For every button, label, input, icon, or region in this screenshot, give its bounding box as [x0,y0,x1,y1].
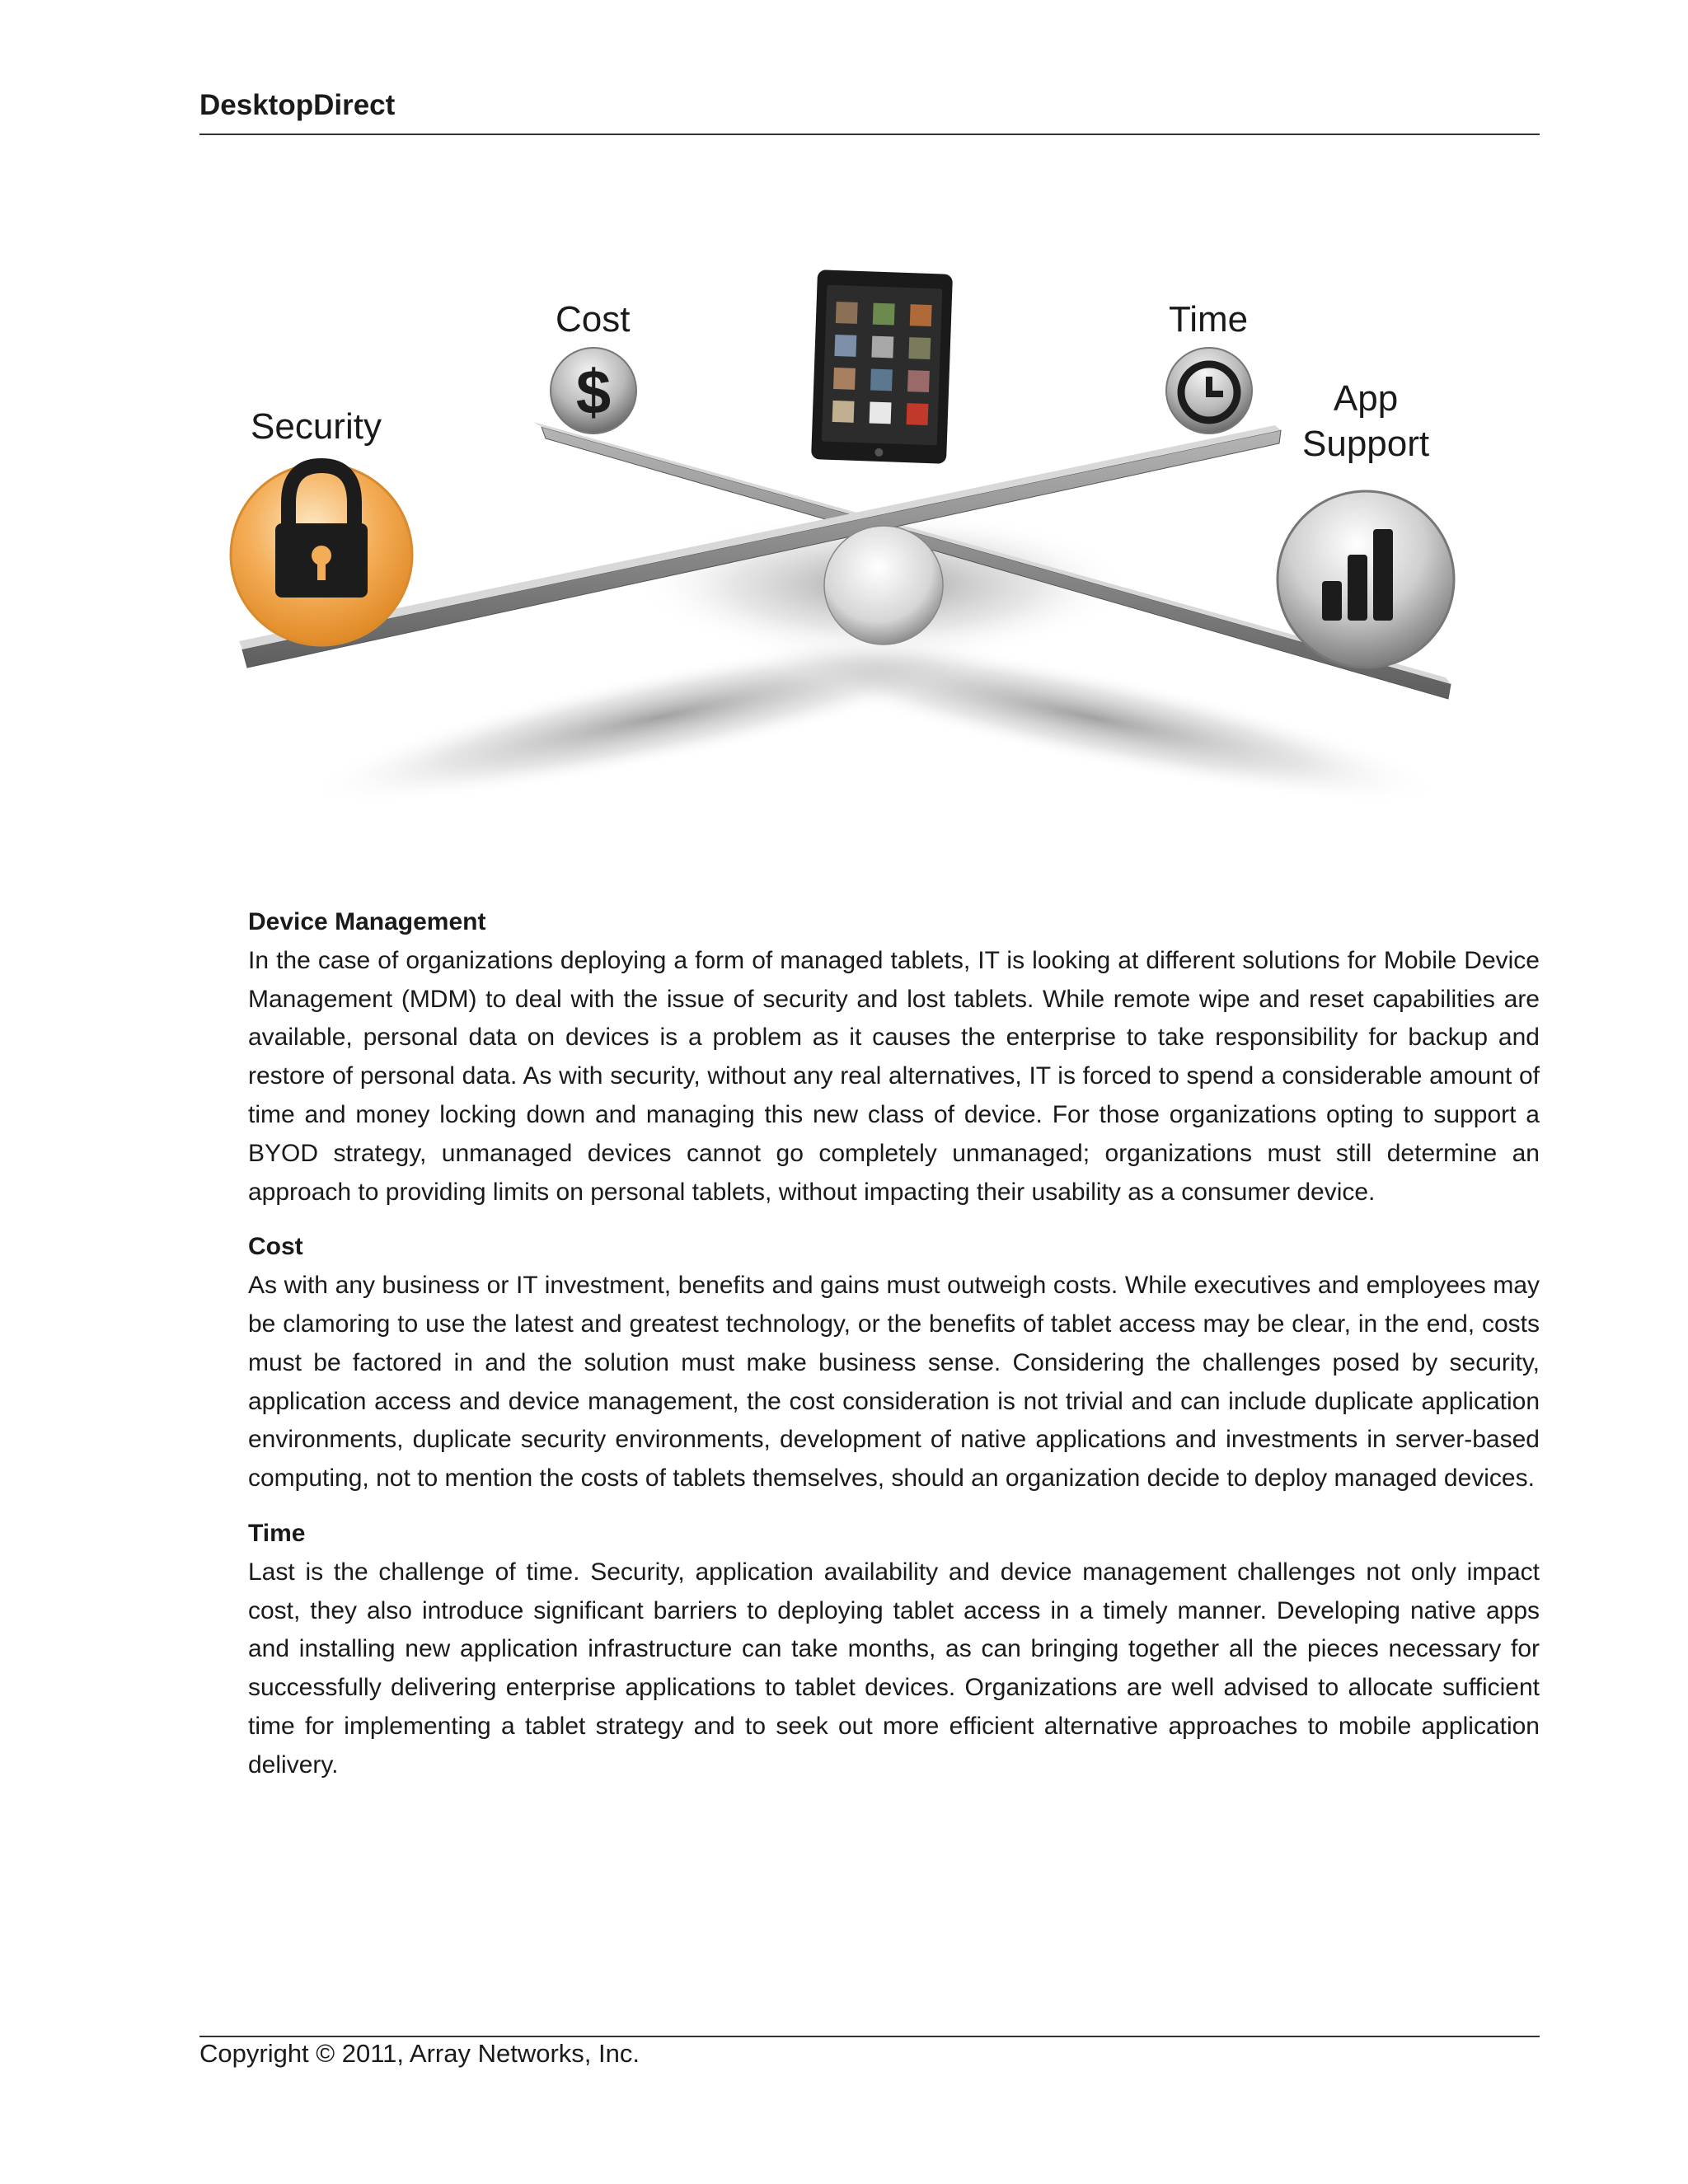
bar-chart-icon [1278,491,1454,668]
section-time [248,1515,1540,1785]
balance-illustration [199,239,1540,832]
label-app-support-line1: App [1333,378,1399,419]
footer-copyright: Copyright © 2011, Array Networks, Inc. [199,2039,640,2068]
header-divider [199,134,1540,135]
section-cost [248,1228,1540,1498]
label-security: Security [251,406,382,447]
lock-icon [231,464,412,645]
section-heading: Device Management [248,908,486,935]
balance-graphic [199,239,1540,832]
label-app-support-line2: Support [1302,424,1430,464]
section-heading: Time [248,1519,306,1547]
footer-divider [199,2036,1540,2037]
document-body [248,903,1540,1802]
fulcrum-ball [824,526,943,644]
section-paragraph: As with any business or IT investment, benefits and gains must outweigh costs. While executives and employees may be clamoring to use the latest and greatest technology, or the benefits of tablet access may be clear, in the end, costs must be factored in and the solution must make business sense. Considering the challenges posed by security, application access and device management, the cost consideration is not trivial and can include duplicate application environments, duplicate security environments, development of native applications and investments in server-based computing, not to mention the costs of tablets themselves, should an organization decide to deploy managed devices. [248,1272,1540,1493]
label-cost: Cost [556,299,631,340]
section-heading: Cost [248,1233,303,1261]
dollar-icon [551,348,636,434]
label-app-support [1302,376,1429,466]
section-paragraph: In the case of organizations deploying a form of managed tablets, IT is looking at different solutions for Mobile Device Management (MDM) to deal with the issue of security and lost tablets. While remote wipe and reset capabilities are available, personal data on devices is a problem as it causes the enterprise to take responsibility for backup and restore of personal data. As with security, without any real alternatives, IT is forced to spend a considerable amount of time and money locking down and managing this new class of device. For those organizations opting to support a BYOD strategy, unmanaged devices cannot go completely unmanaged; organizations must still determine an approach to providing limits on personal tablets, without impacting their usability as a consumer device. [248,946,1540,1206]
svg-text:$: $ [575,358,612,428]
label-time: Time [1169,299,1249,340]
section-device-management [248,903,1540,1212]
document-header-title: DesktopDirect [199,89,396,121]
tablet-icon [811,269,953,464]
clock-icon [1166,348,1252,434]
section-paragraph: Last is the challenge of time. Security, application availability and device management challenges not only impact cost, they also introduce significant barriers to deploying tablet access in a timely manner. Developing native apps and installing new application infrastructure can take months, as can bringing together all the pieces necessary for successfully delivering enterprise applications to tablet devices. Organizations are well advised to allocate sufficient time for implementing a tablet strategy and to seek out more efficient alternative approaches to mobile application delivery. [248,1558,1540,1779]
